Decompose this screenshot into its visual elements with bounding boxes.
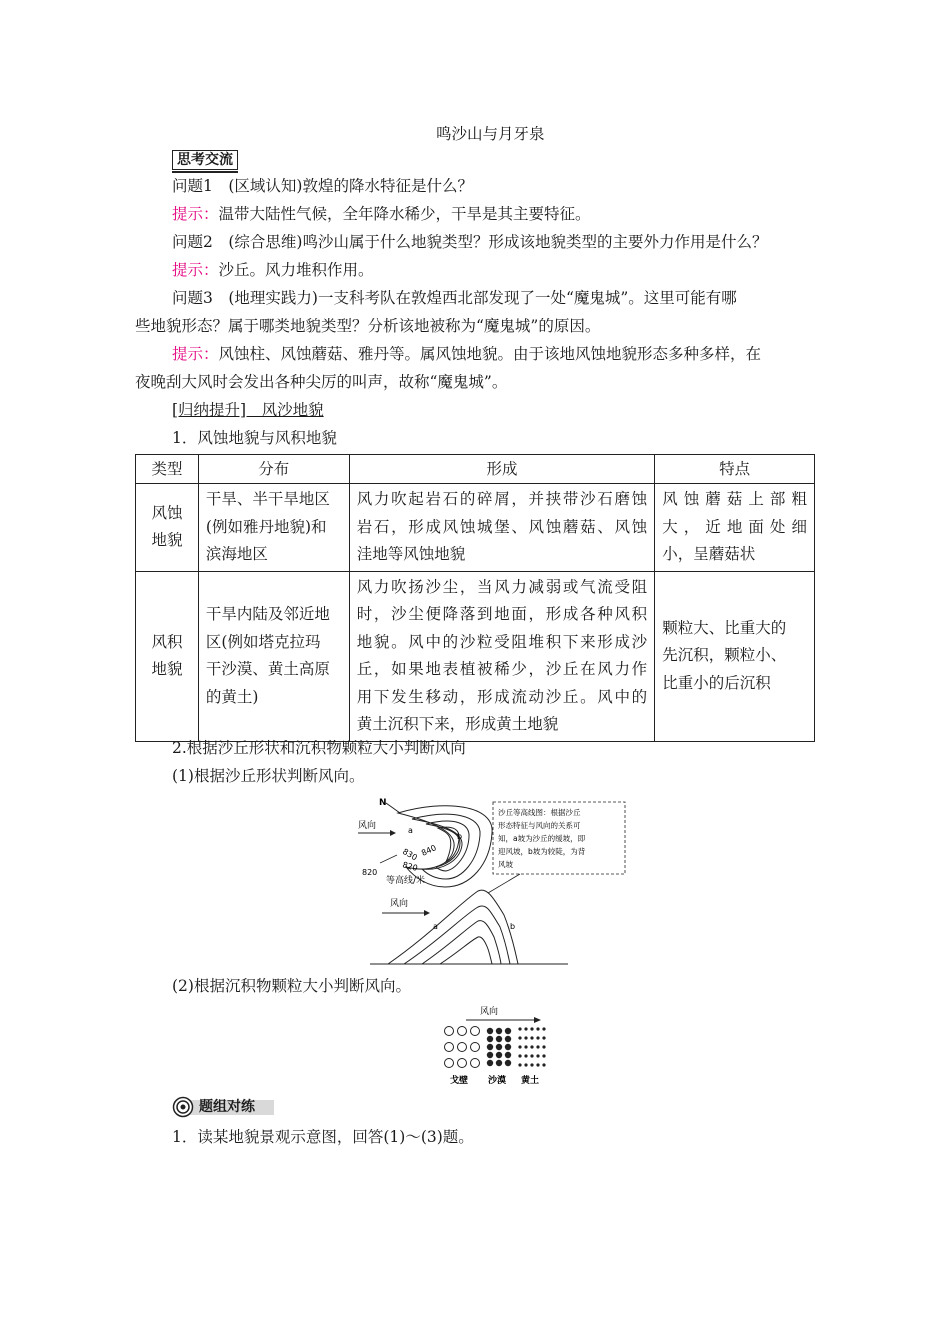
wind-label-1: 风向	[358, 821, 377, 831]
wind-arrow-icon	[466, 1017, 541, 1023]
subsection-2: (2)根据沉积物颗粒大小判断风向。	[172, 977, 411, 995]
note-box	[493, 802, 625, 874]
dune-figure	[350, 795, 630, 970]
answer-3-line-2: 夜晚刮大风时会发出各种尖厉的叫声，故称“魔鬼城”。	[135, 373, 508, 391]
slope-a-label: a	[408, 826, 413, 835]
dune-contours	[398, 806, 492, 887]
question-3-line-1: 问题3 (地理实践力)一支科考队在敦煌西北部发现了一处“魔鬼城”。这里可能有哪	[172, 289, 737, 307]
formation-cell: 风力吹扬沙尘，当风力减弱或气流受阻 时，沙尘便降落到地面，形成各种风积 地貌。风中的沙粒受阻堆积下来形成沙 丘，如果地表植被稀少，沙丘在风力作 用下发生移动，形成流动沙丘。风中的 黄土沉积下来，形成黄土地貌	[349, 571, 654, 741]
landform-table	[135, 454, 815, 742]
distribution-cell: 干旱内陆及邻近地 区(例如塔克拉玛 干沙漠、黄土高原 的黄土)	[198, 571, 349, 741]
wind-label-3: 风向	[480, 1007, 499, 1017]
answer-3-text-1: 风蚀柱、风蚀蘑菇、雅丹等。属风蚀地貌。由于该地风蚀地貌形态多种多样，在	[218, 345, 762, 363]
svg-text:迎风坡，b坡为较陡，为背: 迎风坡，b坡为较陡，为背	[498, 847, 586, 856]
slope-b-label: b	[457, 832, 463, 841]
sediment-figure	[438, 1003, 553, 1089]
hint-label: 提示：	[172, 205, 219, 223]
cross-b-label: b	[510, 922, 516, 931]
svg-text:形态特征与风向的关系可: 形态特征与风向的关系可	[498, 821, 581, 830]
header-type: 类型	[136, 455, 199, 484]
svg-text:风坡: 风坡	[498, 860, 513, 869]
type-cell: 风积 地貌	[136, 571, 199, 741]
cross-a-label: a	[433, 922, 438, 931]
gravel-circles	[445, 1027, 480, 1068]
gravel-label: 戈壁	[450, 1076, 469, 1086]
svg-text:沙丘等高线图：根据沙丘: 沙丘等高线图：根据沙丘	[498, 808, 581, 817]
answer-1	[172, 203, 591, 225]
practice-label: 题组对练	[199, 1099, 255, 1115]
wind-label-2: 风向	[390, 899, 409, 909]
subsection-1: (1)根据沙丘形状判断风向。	[172, 767, 365, 785]
contour-840: 840	[420, 843, 438, 858]
features-cell: 颗粒大、比重大的 先沉积，颗粒小、 比重小的后沉积	[655, 571, 815, 741]
sand-dots	[487, 1028, 511, 1066]
answer-2	[172, 259, 374, 281]
features-cell: 风蚀蘑菇上部粗 大，近地面处细 小，呈蘑菇状	[655, 484, 815, 572]
north-arrow-icon	[386, 803, 400, 813]
contour-820-inner: 820	[401, 860, 419, 873]
north-label: N	[379, 798, 387, 808]
question-1: 问题1 (区域认知)敦煌的降水特征是什么？	[172, 177, 473, 195]
section-1-heading: 1．风蚀地貌与风积地貌	[172, 429, 337, 447]
contour-legend: 等高线/米	[386, 876, 426, 886]
question-3-line-2: 些地貌形态？属于哪类地貌类型？分析该地被称为“魔鬼城”的原因。	[135, 317, 601, 335]
exercise-1: 1．读某地貌景观示意图，回答(1)～(3)题。	[172, 1128, 474, 1146]
answer-1-text: 温带大陆性气候，全年降水稀少，干旱是其主要特征。	[218, 205, 591, 223]
table-header-row	[136, 455, 815, 484]
svg-text:知，a坡为沙丘的缓坡，即: 知，a坡为沙丘的缓坡，即	[498, 834, 586, 843]
answer-2-text: 沙丘。风力堆积作用。	[218, 261, 374, 279]
answer-3-line-1	[172, 343, 761, 365]
loess-dots	[518, 1027, 545, 1066]
hint-label: 提示：	[172, 261, 219, 279]
practice-heading	[172, 1096, 276, 1118]
summary-heading: [归纳提升] 风沙地貌	[172, 401, 324, 419]
header-formation: 形成	[349, 455, 654, 484]
header-features: 特点	[655, 455, 815, 484]
table-row	[136, 484, 815, 572]
distribution-cell: 干旱、半干旱地区 (例如雅丹地貌)和 滨海地区	[198, 484, 349, 572]
question-2: 问题2 (综合思维)鸣沙山属于什么地貌类型？形成该地貌类型的主要外力作用是什么？	[172, 233, 768, 251]
think-label: 思考交流	[172, 150, 238, 170]
page-title: 鸣沙山与月牙泉	[436, 125, 545, 143]
desert-label: 沙漠	[488, 1076, 507, 1086]
wind-arrow-icon	[382, 910, 430, 916]
contour-820-outer: 820	[362, 868, 378, 877]
type-cell: 风蚀 地貌	[136, 484, 199, 572]
think-label-box	[172, 150, 238, 170]
hint-label: 提示：	[172, 345, 219, 363]
target-icon	[174, 1098, 193, 1117]
section-2-heading: 2.根据沙丘形状和沉积物颗粒大小判断风向	[172, 739, 466, 757]
loess-label: 黄土	[521, 1076, 540, 1086]
contour-pointer	[380, 855, 397, 863]
contour-830: 830	[401, 846, 419, 863]
table-row	[136, 571, 815, 741]
note-pointer	[488, 874, 520, 893]
formation-cell: 风力吹起岩石的碎屑，并挟带沙石磨蚀 岩石，形成风蚀城堡、风蚀蘑菇、风蚀 洼地等风蚀地貌	[349, 484, 654, 572]
header-distribution: 分布	[198, 455, 349, 484]
